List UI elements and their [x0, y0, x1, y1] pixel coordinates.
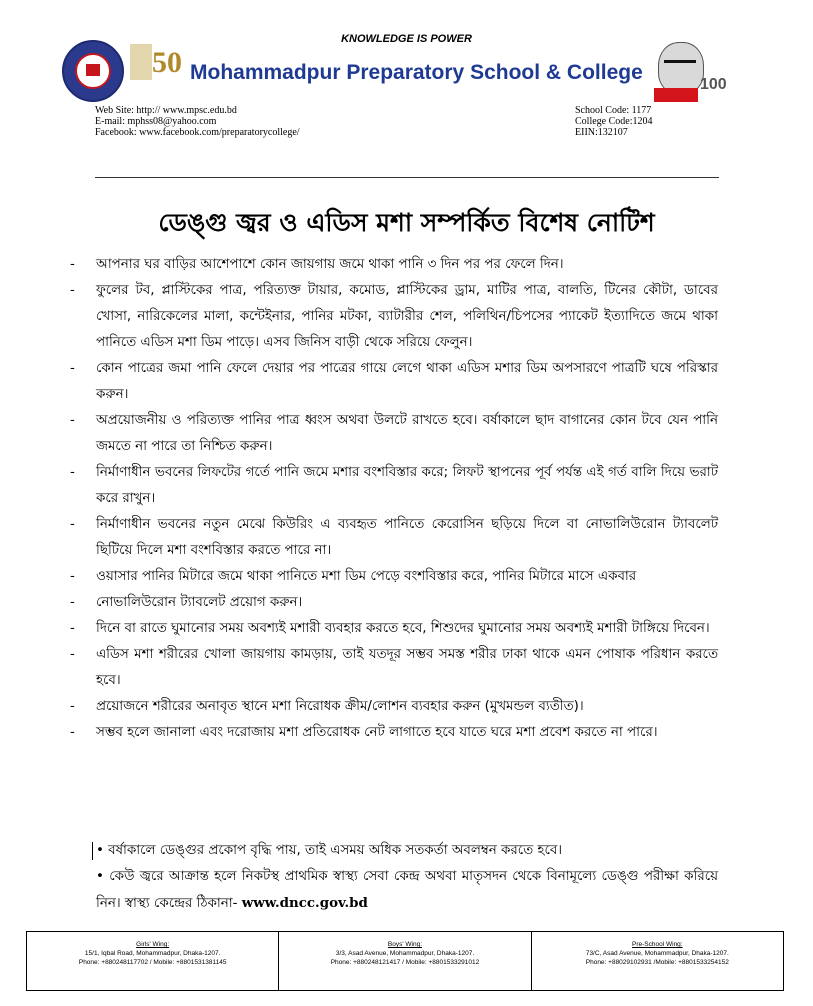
item-text: সম্ভব হলে জানালা এবং দরোজায় মশা প্রতিরোধক নেট লাগাতে হবে যাতে ঘরে মশা প্রবেশ করতে না পারে।: [96, 725, 658, 740]
wing-heading: Girls' Wing:: [136, 941, 170, 948]
dash-marker: -: [70, 699, 75, 714]
glasses-mark: [664, 60, 696, 69]
list-item: [0, 356, 813, 408]
wing-heading: Boys' Wing:: [387, 941, 423, 948]
list-item: [0, 564, 813, 590]
item-text: প্রয়োজনে শরীরের অনাবৃত স্থানে মশা নিরোধক ক্রীম/লোশন ব্যবহার করুন (মুখমন্ডল ব্যতীত)।: [96, 699, 584, 714]
eiin-code: EIIN:132107: [575, 127, 628, 138]
wing-phone: Phone: +880248121417 / Mobile: +8801533291012: [330, 959, 480, 966]
school-seal-logo: [62, 40, 124, 102]
list-item: [0, 616, 813, 642]
item-text: ফুলের টব, প্লাস্টিকের পাত্র, পরিত্যক্ত টায়ার, কমোড, প্লাস্টিকের ড্রাম, মাটির পাত্র, বালতি, টিনের কৌটা, ডাবের খোসা, নারিকেলের মালা, কন্টেইনার, পানির মটকা, ব্যাটারীর শেল, পলিথিন/চিপসের প্যাকেট ইত্যাদিতে জমে থাকা পানিতে এডিস মশা ডিম পাড়ে। এসব জিনিস বাড়ী থেকে সরিয়ে ফেলুন।: [96, 283, 718, 350]
dash-marker: -: [70, 283, 75, 298]
website-line: Web Site: http:// www.mpsc.edu.bd: [95, 105, 237, 116]
list-item: [0, 460, 813, 512]
bullet-notes: [0, 838, 813, 917]
list-item: [0, 590, 813, 616]
wing-phone: Phone: +88029102931 /Mobile: +8801533254152: [585, 959, 729, 966]
list-item: [0, 252, 813, 278]
boys-wing-address: [279, 932, 531, 990]
health-center-website-link[interactable]: www.dncc.gov.bd: [241, 895, 368, 911]
dash-marker: -: [70, 413, 75, 428]
wing-heading: Pre-School Wing:: [632, 941, 683, 948]
item-text: নির্মাণাধীন ভবনের লিফটের গর্তে পানি জমে মশার বংশবিস্তার করে; লিফট স্থাপনের পূর্ব পর্যন্ত এই গর্ত বালি দিয়ে ভরাট করে রাখুন।: [96, 465, 718, 506]
text-cursor: [92, 842, 93, 860]
school-code: School Code: 1177: [575, 105, 652, 116]
dash-marker: -: [70, 595, 75, 610]
wing-address: 73/C, Asad Avenue, Mohammadpur, Dhaka-1207.: [585, 950, 729, 957]
list-item: [0, 408, 813, 460]
contact-left: [95, 105, 300, 138]
school-name: Mohammadpur Preparatory School & College: [190, 61, 643, 84]
fifty-mark: 50: [152, 46, 182, 79]
hundred-mark: 100: [700, 76, 727, 93]
book-icon: [86, 64, 100, 76]
item-text: অপ্রয়োজনীয় ও পরিত্যক্ত পানির পাত্র ধ্বংস অথবা উলটে রাখতে হবে। বর্ষাকালে ছাদ বাগানের কোন টবে যেন পানি জমতে না পারে তা নিশ্চিত করুন।: [96, 413, 718, 454]
bullet-note: [0, 864, 813, 917]
dash-marker: -: [70, 725, 75, 740]
dash-marker: -: [70, 569, 75, 584]
dash-marker: -: [70, 257, 75, 272]
list-item: [0, 512, 813, 564]
seal-inner-ring: [75, 53, 111, 89]
item-text: কোন পাত্রের জমা পানি ফেলে দেয়ার পর পাত্রের গায়ে লেগে থাকা এডিস মশার ডিম অপসারণে পাত্রটি ঘষে পরিস্কার করুন।: [96, 361, 718, 402]
mujib-red-band: [654, 88, 698, 102]
dash-marker: -: [70, 361, 75, 376]
college-code: College Code:1204: [575, 116, 653, 127]
item-text: দিনে বা রাতে ঘুমানোর সময় অবশ্যই মশারী ব্যবহার করতে হবে, শিশুদের ঘুমানোর সময় অবশ্যই মশারী টাঙ্গিয়ে দিবেন।: [96, 621, 710, 636]
notice-list: [0, 252, 813, 746]
facebook-line: Facebook: www.facebook.com/preparatorycollege/: [95, 127, 300, 138]
item-text: নির্মাণাধীন ভবনের নতুন মেঝে কিউরিং এ ব্যবহৃত পানিতে কেরোসিন ছড়িয়ে দিলে বা নোভালিউরোন ট্যাবলেট ছিটিয়ে দিলে মশা বংশবিস্তার করতে পারে না।: [96, 517, 718, 558]
item-text: এডিস মশা শরীরের খোলা জায়গায় কামড়ায়, তাই যতদূর সম্ভব সমস্ত শরীর ঢাকা থাকে এমন পোষাক পরিধান করতে হবে।: [96, 647, 718, 688]
girls-wing-address: [27, 932, 279, 990]
header-divider: [95, 177, 719, 178]
bangla-emblem: [130, 44, 152, 80]
motto: KNOWLEDGE IS POWER: [341, 33, 472, 45]
list-item: [0, 694, 813, 720]
bullet-text: • বর্ষাকালে ডেঙ্গুর প্রকোপ বৃদ্ধি পায়, তাই এসময় অধিক সতকর্তা অবলম্বন করতে হবে।: [96, 843, 563, 858]
dash-marker: -: [70, 517, 75, 532]
contact-right: [575, 105, 653, 138]
dash-marker: -: [70, 647, 75, 662]
email-line: E-mail: mphss08@yahoo.com: [95, 116, 217, 127]
bullet-note: [0, 838, 813, 864]
golden-jubilee-logo: [130, 44, 182, 88]
dash-marker: -: [70, 465, 75, 480]
list-item: [0, 642, 813, 694]
list-item: [0, 720, 813, 746]
item-text: আপনার ঘর বাড়ির আশেপাশে কোন জায়গায় জমে থাকা পানি ৩ দিন পর পর ফেলে দিন।: [96, 257, 564, 272]
mujib-borsho-logo: [650, 40, 738, 104]
wing-address: 3/3, Asad Avenue, Mohammadpur, Dhaka-1207.: [335, 950, 475, 957]
item-text: ওয়াসার পানির মিটারে জমে থাকা পানিতে মশা ডিম পেড়ে বংশবিস্তার করে, পানির মিটারে মাসে একবার: [96, 569, 637, 584]
bullet-text: • কেউ জ্বরে আক্রান্ত হলে নিকটস্থ প্রাথমিক স্বাস্থ্য সেবা কেন্দ্র অথবা মাতৃসদন থেকে বিনামূল্যে ডেঙ্গু পরীক্ষা করিয়ে নিন। স্বাস্থ্য কেন্দ্রের ঠিকানা-: [96, 869, 718, 911]
wing-address: 15/1, Iqbal Road, Mohammadpur, Dhaka-1207.: [84, 950, 221, 957]
dash-marker: -: [70, 621, 75, 636]
wing-phone: Phone: +880248117702 / Mobile: +8801531381145: [78, 959, 227, 966]
notice-title: ডেঙ্গু জ্বর ও এডিস মশা সম্পর্কিত বিশেষ নোটিশ: [158, 208, 655, 237]
item-text: নোভালিউরোন ট্যাবলেট প্রয়োগ করুন।: [96, 595, 303, 610]
pre-school-wing-address: [532, 932, 783, 990]
list-item: [0, 278, 813, 356]
footer-addresses: [26, 931, 784, 991]
